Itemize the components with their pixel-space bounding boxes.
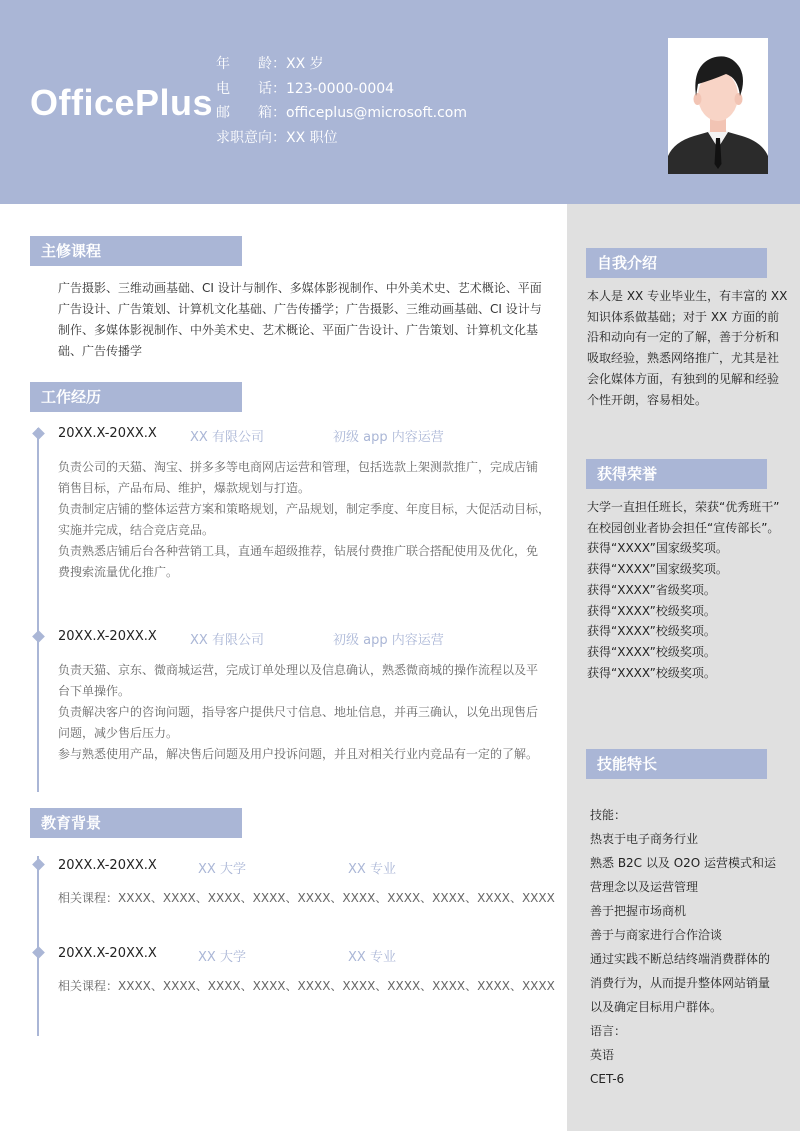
info-value: 123-0000-0004 [286,80,395,97]
section-title-work: 工作经历 [30,382,242,412]
work-description: 负责天猫、京东、微商城运营，完成订单处理以及信息确认，熟悉微商城的操作流程以及平 台下单操作。 负责解决客户的咨询问题，指导客户提供尺寸信息、地址信息，并再三确认，以免出现售后 问题，减少售后压力。 参与熟悉使用产品，解决售后问题及用户投诉问题，并且对相关行业内竞品有一定的了解。 [58,663,539,761]
edu-courses: 相关课程：XXXX、XXXX、XXXX、XXXX、XXXX、XXXX、XXXX、XXXX、XXXX、XXXX [58,891,555,905]
info-label: 年 龄： [216,56,286,72]
edu-major: XX 专业 [348,950,396,965]
avatar [668,38,768,174]
timeline-marker [32,427,45,440]
edu-courses: 相关课程：XXXX、XXXX、XXXX、XXXX、XXXX、XXXX、XXXX、XXXX、XXXX、XXXX [58,979,555,993]
avatar-icon [668,38,768,174]
info-value: officeplus@microsoft.com [286,105,467,121]
section-title-education: 教育背景 [30,808,242,838]
info-row-phone [216,77,467,102]
timeline-marker [32,946,45,959]
edu-date: 20XX.X-20XX.X [58,858,157,873]
timeline-line [37,428,39,792]
info-row-age [216,52,467,77]
header [0,0,800,204]
personal-info [216,52,467,150]
info-value: XX 岁 [286,56,324,72]
work-company: XX 有限公司 [190,430,264,445]
edu-school: XX 大学 [198,862,246,877]
edu-date: 20XX.X-20XX.X [58,946,157,961]
section-title-skills: 技能特长 [586,749,767,779]
info-value: XX 职位 [286,129,338,146]
work-description: 负责公司的天猫、淘宝、拼多多等电商网店运营和管理，包括选款上架测款推广，完成店铺 销售目标，产品布局、维护，爆款规划与打造。 负责制定店铺的整体运营方案和策略规划，产品规划，制定季度、年度目标，大促活动目标， 实施并完成，结合竞店竞品。 负责熟悉店铺后台各种营销工具，直通车超级推荐，钻展付费推广联合搭配使用及优化，免 费搜索流量优化推广。 [58,460,551,579]
edu-school: XX 大学 [198,950,246,965]
logo: OfficePlus [30,82,214,123]
info-label: 邮 箱： [216,105,286,121]
skills-text: 技能： 热衷于电子商务行业 熟悉 B2C 以及 O2O 运营模式和运 营理念以及运营管理 善于把握市场商机 善于与商家进行合作洽谈 通过实践不断总结终端消费群体的 消费行为，从而提升整体网站销量 以及确定目标用户群体。 语言： 英语 CET-6 [590,808,777,1086]
timeline-marker [32,858,45,871]
edu-major: XX 专业 [348,862,396,877]
section-title-honors: 获得荣誉 [586,459,767,489]
work-company: XX 有限公司 [190,633,264,648]
section-title-courses: 主修课程 [30,236,242,266]
timeline-marker [32,630,45,643]
info-row-email [216,101,467,126]
info-label: 电 话： [216,80,286,97]
work-role: 初级 app 内容运营 [333,430,444,445]
section-title-intro: 自我介绍 [586,248,767,278]
info-label: 求职意向： [216,129,286,146]
work-role: 初级 app 内容运营 [333,633,444,648]
work-date: 20XX.X-20XX.X [58,629,157,644]
info-row-objective [216,126,467,151]
honors-text: 大学一直担任班长，荣获“优秀班干” 在校园创业者协会担任“宣传部长”。 获得“XXXX”国家级奖项。 获得“XXXX”国家级奖项。 获得“XXXX”省级奖项。 获得“XXXX”校级奖项。 获得“XXXX”校级奖项。 获得“XXXX”校级奖项。 获得“XXXX”校级奖项。 [587,500,780,680]
intro-text: 本人是 XX 专业毕业生，有丰富的 XX 知识体系做基础；对于 XX 方面的前 沿和动向有一定的了解，善于分析和 吸取经验，熟悉网络推广，尤其是社 会化媒体方面，有独到的见解和经验 个性开朗，容易相处。 [587,289,788,407]
work-date: 20XX.X-20XX.X [58,426,157,441]
courses-text: 广告摄影、三维动画基础、CI 设计与制作、多媒体影视制作、中外美术史、艺术概论、平面 广告设计、广告策划、计算机文化基础、广告传播学；广告摄影、三维动画基础、CI 设计与 制作、多媒体影视制作、中外美术史、艺术概论、平面广告设计、广告策划、计算机文化基 础、广告传播学 [58,281,542,358]
